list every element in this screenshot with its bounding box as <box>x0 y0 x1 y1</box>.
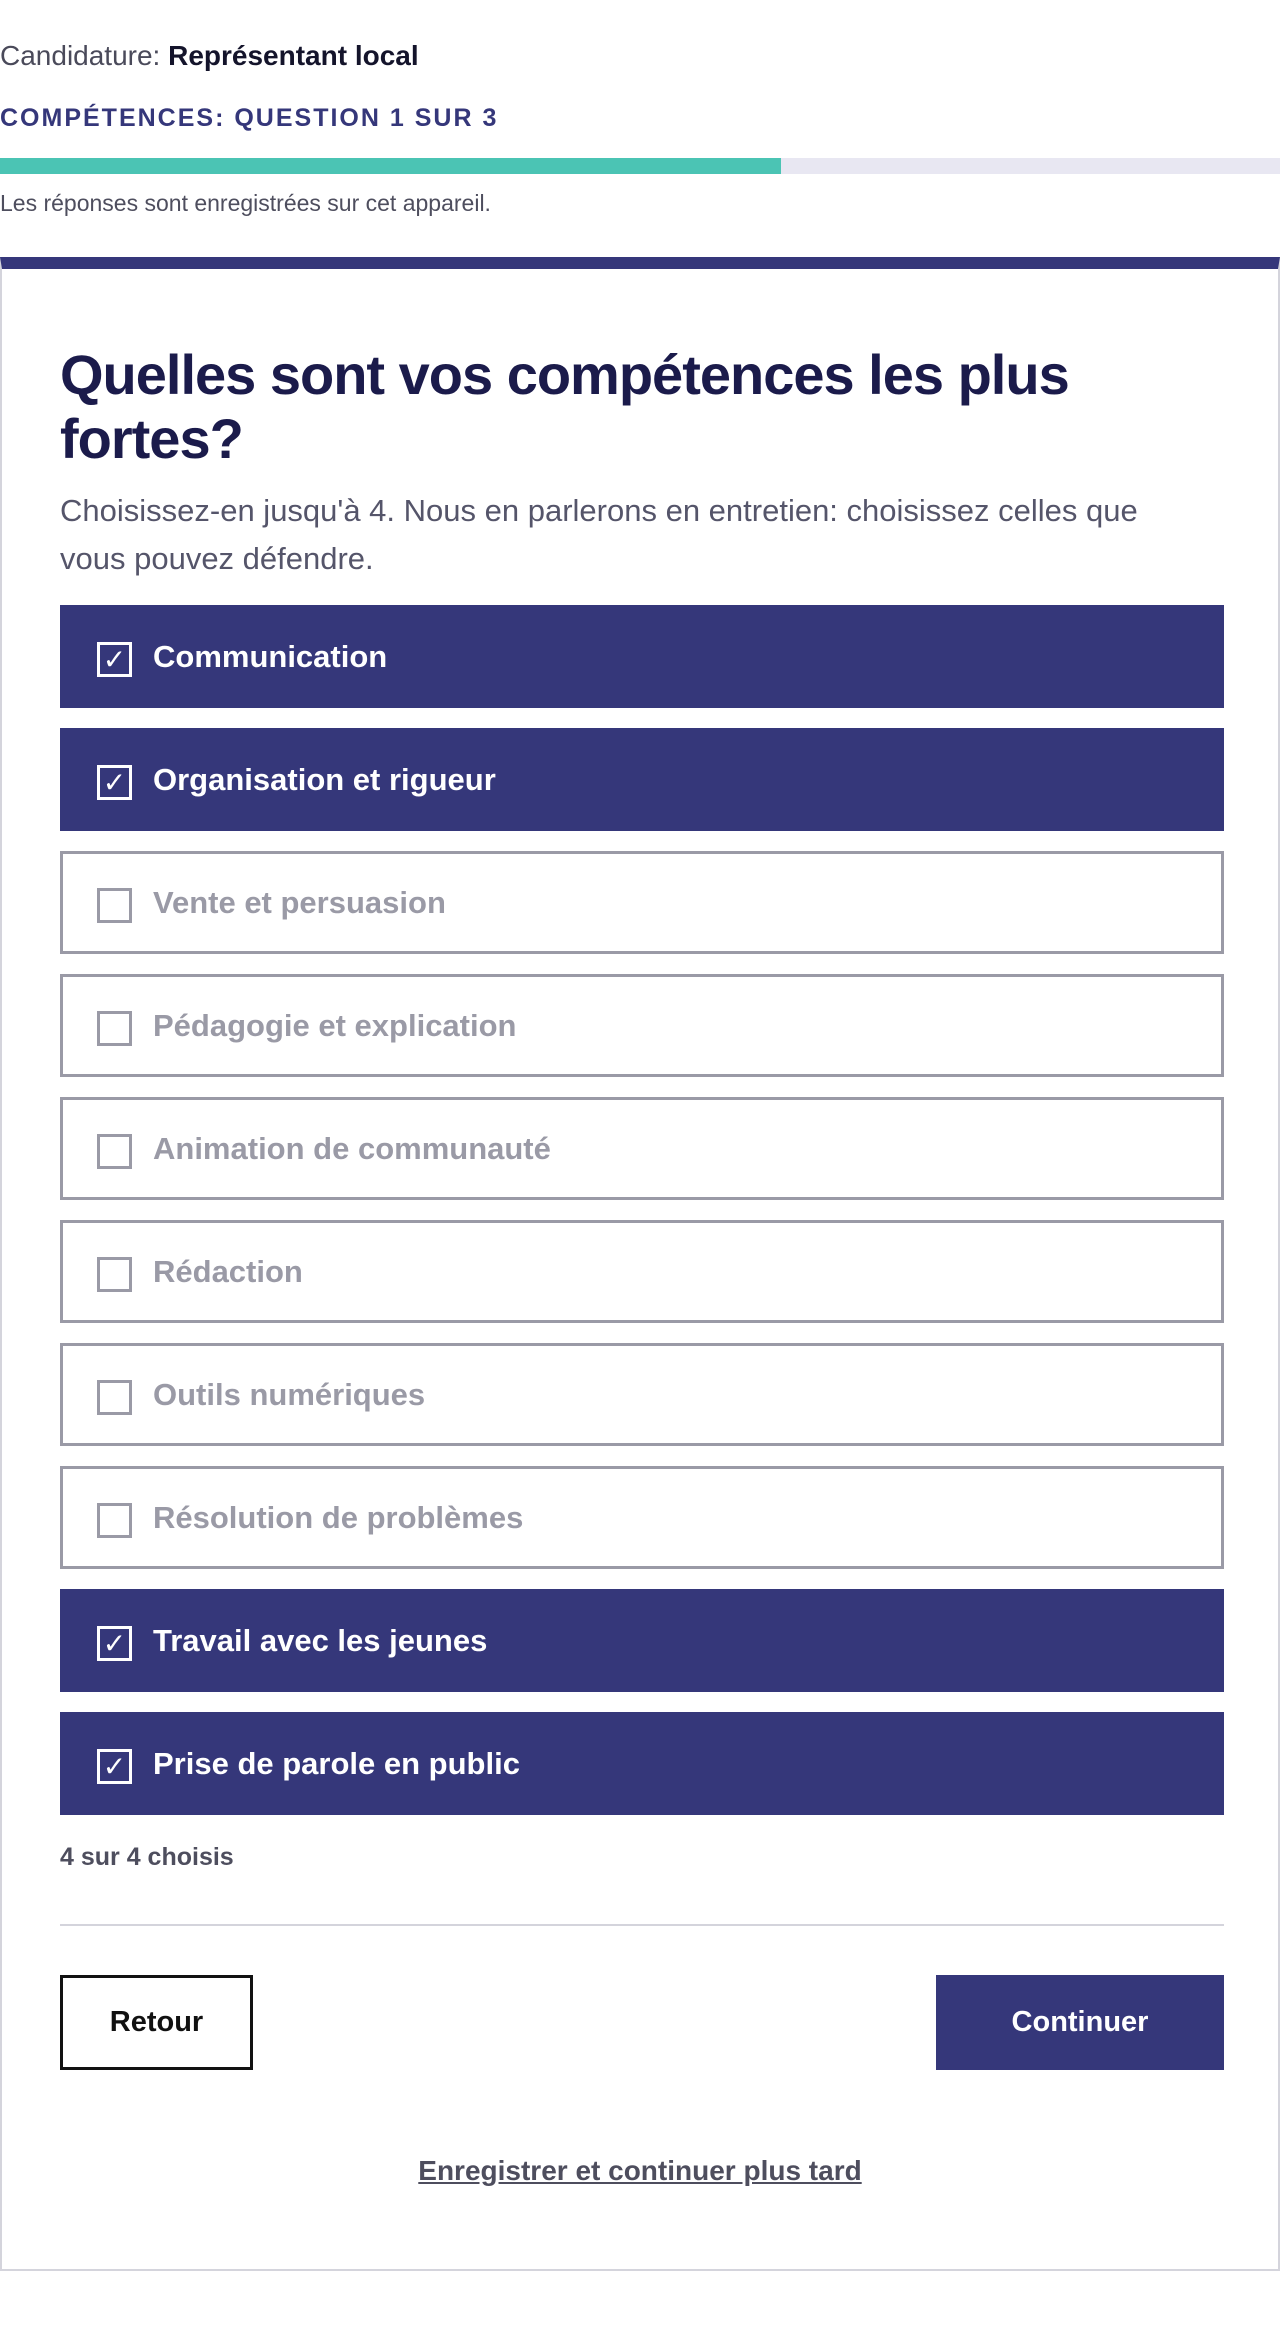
checkbox-icon[interactable] <box>97 1380 132 1415</box>
checkbox-icon[interactable] <box>97 1257 132 1292</box>
option-label: Animation de communauté <box>153 1130 551 1166</box>
checkbox-icon[interactable] <box>97 1011 132 1046</box>
checkmark-icon: ✓ <box>102 642 127 676</box>
question-card <box>0 257 1280 2271</box>
checkbox-icon[interactable] <box>97 1626 132 1661</box>
option-prise-de-parole[interactable] <box>60 1712 1224 1815</box>
checkmark-icon: ✓ <box>102 765 127 799</box>
checkmark-icon: ✓ <box>102 1626 127 1660</box>
saved-note: Les réponses sont enregistrées sur cet appareil. <box>0 190 491 216</box>
application-line <box>0 40 419 72</box>
option-communication[interactable] <box>60 605 1224 708</box>
checkbox-icon[interactable] <box>97 642 132 677</box>
checkbox-icon[interactable] <box>97 1749 132 1784</box>
progress-bar <box>0 158 1280 174</box>
save-and-continue-later-link[interactable]: Enregistrer et continuer plus tard <box>418 2155 862 2186</box>
back-button[interactable]: Retour <box>60 1975 253 2070</box>
option-organisation[interactable] <box>60 728 1224 831</box>
option-vente[interactable] <box>60 851 1224 954</box>
option-jeunes[interactable] <box>60 1589 1224 1692</box>
application-role: Représentant local <box>168 40 419 71</box>
option-outils[interactable] <box>60 1343 1224 1446</box>
application-prefix: Candidature: <box>0 40 169 71</box>
option-label: Communication <box>153 638 388 674</box>
continue-button[interactable]: Continuer <box>936 1975 1224 2070</box>
option-label: Résolution de problèmes <box>153 1499 524 1535</box>
option-label: Rédaction <box>153 1253 303 1289</box>
option-label: Travail avec les jeunes <box>153 1622 488 1658</box>
option-label: Outils numériques <box>153 1376 426 1412</box>
checkbox-icon[interactable] <box>97 1503 132 1538</box>
checkbox-icon[interactable] <box>97 1134 132 1169</box>
checkbox-icon[interactable] <box>97 765 132 800</box>
divider <box>60 1924 1224 1926</box>
progress-fill <box>0 158 781 174</box>
option-label: Prise de parole en public <box>153 1745 520 1781</box>
checkbox-icon[interactable] <box>97 888 132 923</box>
step-label: COMPÉTENCES: QUESTION 1 SUR 3 <box>0 104 499 132</box>
option-label: Vente et persuasion <box>153 884 446 920</box>
option-label: Organisation et rigueur <box>153 761 496 797</box>
question-title: Quelles sont vos compétences les plus fortes? <box>60 343 1069 470</box>
option-label: Pédagogie et explication <box>153 1007 517 1043</box>
option-animation[interactable] <box>60 1097 1224 1200</box>
option-redaction[interactable] <box>60 1220 1224 1323</box>
checkmark-icon: ✓ <box>102 1749 127 1783</box>
option-resolution[interactable] <box>60 1466 1224 1569</box>
question-help: Choisissez-en jusqu'à 4. Nous en parlerons en entretien: choisissez celles que vous pouvez défendre. <box>60 493 1138 576</box>
selection-count: 4 sur 4 choisis <box>60 1843 234 1871</box>
option-pedagogie[interactable] <box>60 974 1224 1077</box>
